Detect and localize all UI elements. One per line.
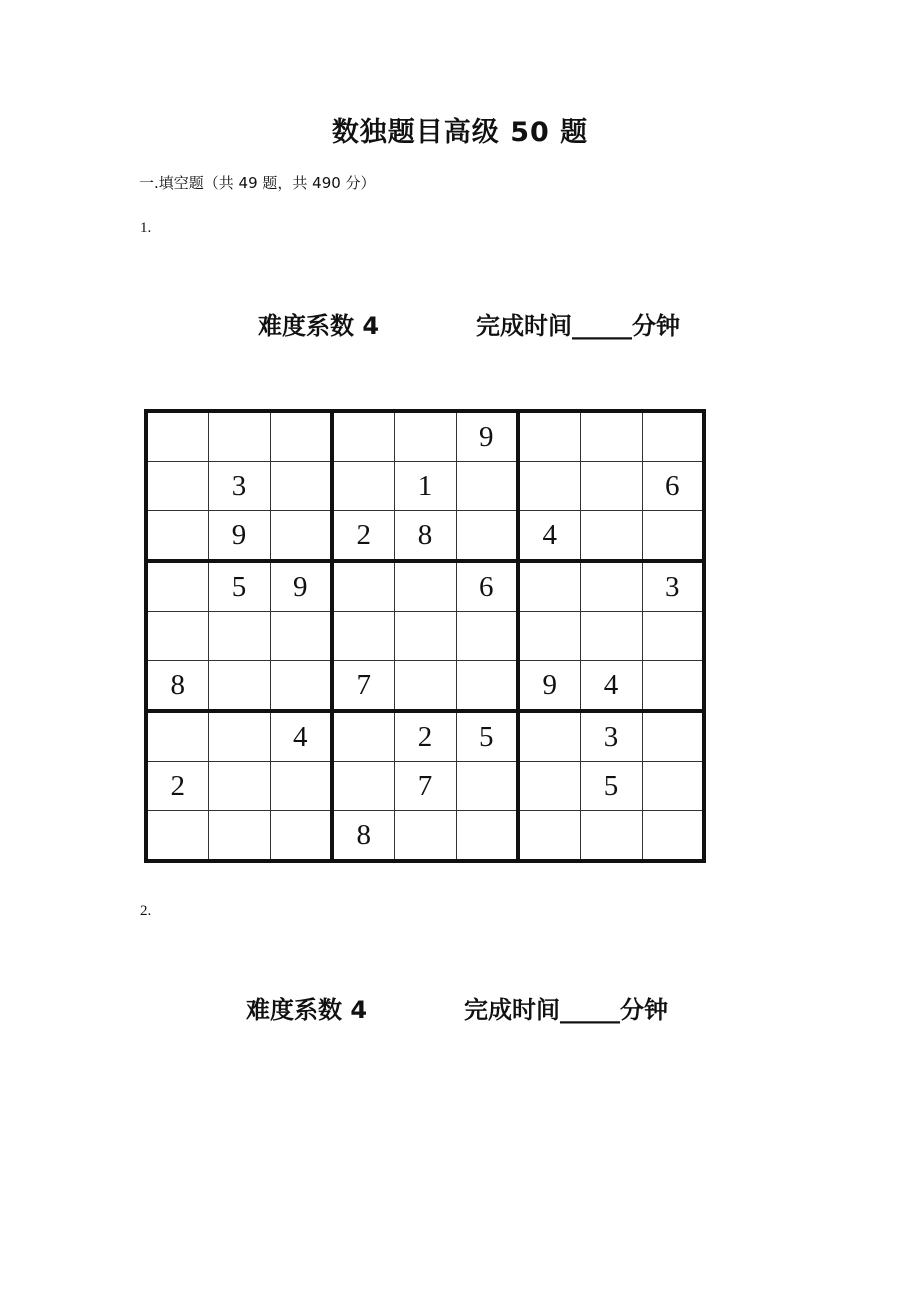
sudoku-cell (146, 811, 208, 862)
sudoku-cell (456, 462, 518, 511)
difficulty-label: 难度系数 4 (246, 996, 368, 1024)
sudoku-cell (332, 462, 394, 511)
sudoku-cell (394, 661, 456, 712)
sudoku-cell (270, 462, 332, 511)
sudoku-cell: 8 (394, 511, 456, 562)
sudoku-row (146, 762, 704, 811)
sudoku-cell (208, 762, 270, 811)
sudoku-cell: 5 (208, 561, 270, 612)
sudoku-cell: 3 (208, 462, 270, 511)
sudoku-cell: 4 (518, 511, 580, 562)
question-number: 2. (140, 903, 152, 919)
sudoku-cell (332, 561, 394, 612)
sudoku-cell (208, 661, 270, 712)
sudoku-row (146, 811, 704, 862)
sudoku-cell: 9 (518, 661, 580, 712)
sudoku-cell: 5 (580, 762, 642, 811)
sudoku-cell (518, 811, 580, 862)
sudoku-cell (146, 462, 208, 511)
sudoku-cell (518, 462, 580, 511)
sudoku-cell: 6 (642, 462, 704, 511)
sudoku-cell (270, 762, 332, 811)
sudoku-cell (332, 711, 394, 762)
difficulty-label: 难度系数 4 (258, 312, 380, 340)
sudoku-cell (270, 811, 332, 862)
sudoku-row (146, 612, 704, 661)
sudoku-cell (642, 811, 704, 862)
sudoku-cell (518, 711, 580, 762)
sudoku-cell (456, 661, 518, 712)
sudoku-cell (456, 612, 518, 661)
sudoku-cell (146, 411, 208, 462)
sudoku-row (146, 711, 704, 762)
sudoku-cell (518, 612, 580, 661)
sudoku-cell (580, 511, 642, 562)
sudoku-cell (394, 612, 456, 661)
question-number: 1. (140, 220, 152, 236)
document-title: 数独题目高级 50 题 (331, 117, 589, 148)
sudoku-cell: 3 (642, 561, 704, 612)
sudoku-cell (332, 612, 394, 661)
sudoku-cell: 3 (580, 711, 642, 762)
sudoku-cell (270, 661, 332, 712)
time-label: 完成时间_____分钟 (464, 996, 668, 1024)
sudoku-cell (394, 811, 456, 862)
sudoku-cell: 2 (394, 711, 456, 762)
sudoku-cell (642, 612, 704, 661)
sudoku-cell (580, 462, 642, 511)
sudoku-cell (642, 711, 704, 762)
sudoku-cell (270, 411, 332, 462)
sudoku-cell (146, 711, 208, 762)
sudoku-cell (394, 561, 456, 612)
sudoku-cell: 7 (394, 762, 456, 811)
sudoku-cell (580, 411, 642, 462)
sudoku-cell (456, 762, 518, 811)
sudoku-cell (332, 411, 394, 462)
sudoku-cell (642, 511, 704, 562)
sudoku-cell: 9 (208, 511, 270, 562)
sudoku-cell (146, 511, 208, 562)
sudoku-cell (518, 762, 580, 811)
sudoku-cell (208, 811, 270, 862)
sudoku-cell: 5 (456, 711, 518, 762)
sudoku-cell (208, 612, 270, 661)
sudoku-row (146, 661, 704, 712)
sudoku-cell: 2 (332, 511, 394, 562)
sudoku-cell (332, 762, 394, 811)
section-heading: 一.填空题（共 49 题，共 490 分） (139, 174, 376, 192)
sudoku-cell (518, 561, 580, 612)
sudoku-cell: 4 (270, 711, 332, 762)
sudoku-cell (642, 661, 704, 712)
sudoku-cell: 8 (332, 811, 394, 862)
sudoku-cell (394, 411, 456, 462)
sudoku-cell (270, 612, 332, 661)
sudoku-cell (208, 711, 270, 762)
sudoku-cell (456, 511, 518, 562)
sudoku-cell (518, 411, 580, 462)
sudoku-cell (642, 762, 704, 811)
sudoku-cell (270, 511, 332, 562)
sudoku-cell: 9 (456, 411, 518, 462)
sudoku-cell (580, 561, 642, 612)
sudoku-grid (144, 409, 706, 863)
sudoku-cell (208, 411, 270, 462)
sudoku-cell: 2 (146, 762, 208, 811)
sudoku-cell: 7 (332, 661, 394, 712)
sudoku-cell: 4 (580, 661, 642, 712)
time-label: 完成时间_____分钟 (476, 312, 680, 340)
sudoku-row (146, 511, 704, 562)
sudoku-cell: 9 (270, 561, 332, 612)
sudoku-cell (580, 811, 642, 862)
sudoku-cell (146, 561, 208, 612)
sudoku-row (146, 411, 704, 462)
sudoku-cell: 8 (146, 661, 208, 712)
sudoku-cell (456, 811, 518, 862)
sudoku-row (146, 561, 704, 612)
sudoku-row (146, 462, 704, 511)
sudoku-cell (580, 612, 642, 661)
sudoku-cell (642, 411, 704, 462)
sudoku-cell (146, 612, 208, 661)
sudoku-cell: 6 (456, 561, 518, 612)
sudoku-cell: 1 (394, 462, 456, 511)
